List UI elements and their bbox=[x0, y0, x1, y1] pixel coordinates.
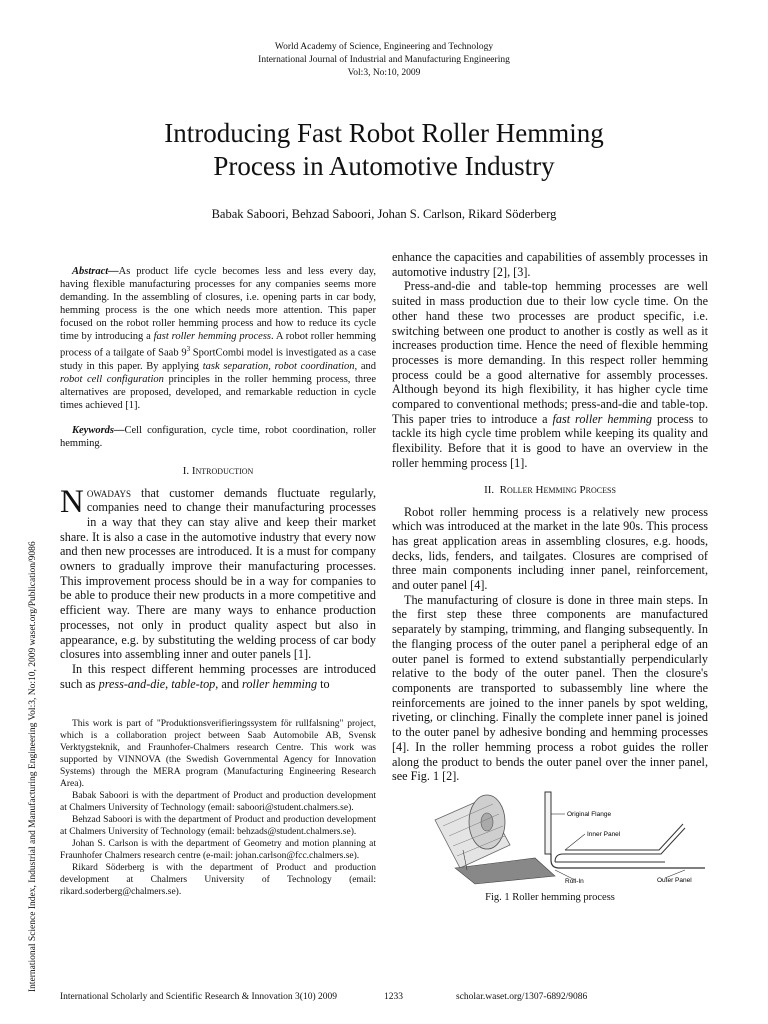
intro-p2-italic-1: press-and-die bbox=[98, 676, 166, 691]
section-2-number: II. bbox=[484, 483, 495, 496]
keywords-text: Cell configuration, cycle time, robot coordination, roller hemming. bbox=[60, 424, 376, 449]
keywords bbox=[60, 424, 376, 450]
abstract-text-b: . A robot roller hemming process of a tailgate of Saab 9 bbox=[60, 331, 376, 359]
title-line-2: Process in Automotive Industry bbox=[213, 151, 555, 181]
label-original-flange: Original Flange bbox=[567, 811, 612, 818]
abstract-sup: 3 bbox=[186, 345, 191, 353]
label-outer-panel: Outer Panel bbox=[657, 877, 692, 884]
abstract-text-a: As product life cycle becomes less and less every day, having flexible manufacturing processes for any companies seems more demanding. In the assembling of closures, i.e. opening parts in car body, hemming process is the one which needs more attention. This paper focused on the robot roller hemming process and how to reduce its cycle time by introducing a bbox=[60, 266, 376, 342]
right-paragraph-4: The manufacturing of closure is done in three main steps. In the first step these three components are manufactured separately by stamping, trimming, and flanging subsequently. In the flanging process of the outer panel a peripheral edge of an outer panel is formed to extend substantially perpendicularly relative to the body of the outer panel. Then the closure's components are transported to subassembly line where the reinforcements are joined to the inner panels by spot welding, riveting, or clinching. Finally the complete inner panel is joined to the outer panel by adhesive bonding and hemming processes [4]. In the roller hemming process a robot guides the roller along the product to bends the outer panel over the inner panel, see Fig. 1 [2]. bbox=[392, 592, 708, 784]
hem-cross-section bbox=[545, 792, 705, 880]
section-1-heading bbox=[60, 465, 376, 477]
header-line-2: International Journal of Industrial and Manufacturing Engineering bbox=[258, 55, 510, 65]
drop-cap: N bbox=[60, 483, 84, 520]
keywords-label: Keywords bbox=[72, 424, 114, 436]
header-line-1: World Academy of Science, Engineering and Technology bbox=[274, 42, 494, 52]
intro-p2-text-b: to bbox=[317, 676, 330, 691]
intro-p2-comma-1: , bbox=[165, 676, 172, 691]
abstract-italic-b: task separation, robot coordination, bbox=[202, 360, 358, 372]
intro-p2-text-a: In this respect different hemming processes are introduced such as bbox=[60, 661, 376, 691]
label-roll-in: Roll-In bbox=[565, 878, 584, 885]
roller-drum-image bbox=[435, 795, 555, 884]
right-paragraph-3: Robot roller hemming process is a relatively new process which was introduced at the market in the late 90s. This process has great application areas in assembling closures, e.g. hoods, decks, lids, fenders, and tailgates. Closures are comprised of three main components including inner panel, reinforcement, and outer panel [4]. bbox=[392, 504, 708, 593]
intro-paragraph-1 bbox=[60, 483, 376, 662]
right-p2-text-b: process to tackle its high cycle time problem while keeping its quality and flexibility. Before that it is good to have an overview in the roller hemming process [1]. bbox=[392, 411, 708, 470]
right-paragraph-1: enhance the capacities and capabilities of assembly processes in automotive industry [2], [3]. bbox=[392, 250, 708, 279]
left-column bbox=[60, 265, 376, 691]
keywords-dash: — bbox=[114, 424, 125, 436]
section-2-heading bbox=[392, 484, 708, 496]
intro-p2-italic-2: table-top bbox=[171, 676, 216, 691]
header-line-3: Vol:3, No:10, 2009 bbox=[347, 68, 421, 78]
footer-left: International Scholarly and Scientific Research & Innovation 3(10) 2009 bbox=[60, 992, 338, 1002]
footnotes bbox=[60, 718, 376, 898]
footer-right: scholar.waset.org/1307-6892/9086 bbox=[456, 992, 588, 1002]
intro-smallcaps: owadays bbox=[86, 485, 132, 500]
journal-header bbox=[0, 41, 768, 80]
side-margin-text: International Science Index, Industrial and Manufacturing Engineering Vol:3, No:10, 2009 waset.org/Publication/9086 bbox=[28, 541, 38, 992]
figure-1-caption: Fig. 1 Roller hemming process bbox=[485, 892, 615, 903]
abstract-dash: — bbox=[108, 266, 119, 277]
abstract-text-c: SportCombi model is investigated as a case study in this paper. By applying bbox=[60, 347, 376, 372]
right-column bbox=[392, 250, 708, 784]
intro-p2-italic-3: roller hemming bbox=[242, 676, 318, 691]
intro-paragraph-2 bbox=[60, 662, 376, 691]
authors: Babak Saboori, Behzad Saboori, Johan S. Carlson, Rikard Söderberg bbox=[211, 207, 557, 221]
title-line-1: Introducing Fast Robot Roller Hemming bbox=[164, 118, 604, 148]
abstract-italic-a: fast roller hemming process bbox=[153, 331, 272, 342]
right-paragraph-2 bbox=[392, 279, 708, 470]
abstract-text-d: and bbox=[357, 360, 377, 372]
right-p2-italic: fast roller hemming bbox=[552, 411, 653, 426]
paper-title bbox=[0, 117, 768, 183]
section-2-title: Roller Hemming Process bbox=[499, 483, 616, 496]
label-inner-panel: Inner Panel bbox=[587, 831, 621, 838]
right-p2-text-a: Press-and-die and table-top hemming processes are well suited in mass production due to their low cycle time. On the other hand these two processes are product specific, i.e. switching between one product to another is costly as well as it increases production time. Hence the need of flexible hemming processes is more demanding. In this respect roller hemming process could be a good alternative for assembly processes. Although beyond its high flexibility, it has higher cycle time compared to conventional methods; press-and-die and table-top. This paper tries to introduce a bbox=[392, 279, 708, 426]
footnote-5: Rikard Söderberg is with the department of Product and production development at Chalmers University of Technology (email: rikard.soderberg@chalmers.se). bbox=[60, 863, 376, 897]
abstract-text-e: principles in the roller hemming process, three alternatives are proposed, developed, and remarkable reduction in cycle times achieved [1]. bbox=[60, 373, 376, 411]
footer-page-number: 1233 bbox=[384, 992, 403, 1002]
footnote-4: Johan S. Carlson is with the department of Geometry and motion planning at Fraunhofer Chalmers research centre (e-mail: johan.carlson@fcc.chalmers.se). bbox=[60, 839, 376, 861]
footnote-2: Babak Saboori is with the department of Product and production development at Chalmers University of Technology (email: saboori@student.chalmers.se). bbox=[60, 791, 376, 813]
abstract-label: Abstract bbox=[72, 266, 109, 277]
section-1-number: I. bbox=[182, 464, 190, 477]
intro-p2-comma-2: , and bbox=[215, 676, 243, 691]
abstract bbox=[60, 265, 376, 412]
footnote-3: Behzad Saboori is with the department of Product and production development at Chalmers University of Technology (email: behzads@student.chalmers.se). bbox=[60, 815, 376, 837]
section-1-title: Introduction bbox=[191, 464, 254, 477]
abstract-italic-c: robot cell configuration bbox=[60, 373, 164, 385]
figure-1-roller-hemming bbox=[415, 790, 705, 885]
footnote-1: This work is part of "Produktionsverifieringssystem för rullfalsning" project, which is a collaboration project between Saab Automobile AB, Svensk Verktygsteknik, and Fraunhofer-Chalmers research Centre. This work was supported by VINNOVA (the Swedish Governmental Agency for Innovation Systems) through the MERA program (Manufacturing Engineering Research Area). bbox=[60, 719, 376, 789]
intro-p1-text: that customer demands fluctuate regularly, companies need to change their manufacturing processes in a way that they can stay alive and keep their market share. It is also a case in the automotive industry that every now and then new processes are introduced. It is a must for company owners to gradually improve their manufacturing processes. This improvement process should be in a way for companies to be able to produce their new products in a more competitive and efficient way. There are many ways to enhance production processes, not only in product quality aspect but also in appearance, e.g. by substituting the welding process of car body closures into assembling inner and outer panels [1]. bbox=[60, 485, 376, 662]
